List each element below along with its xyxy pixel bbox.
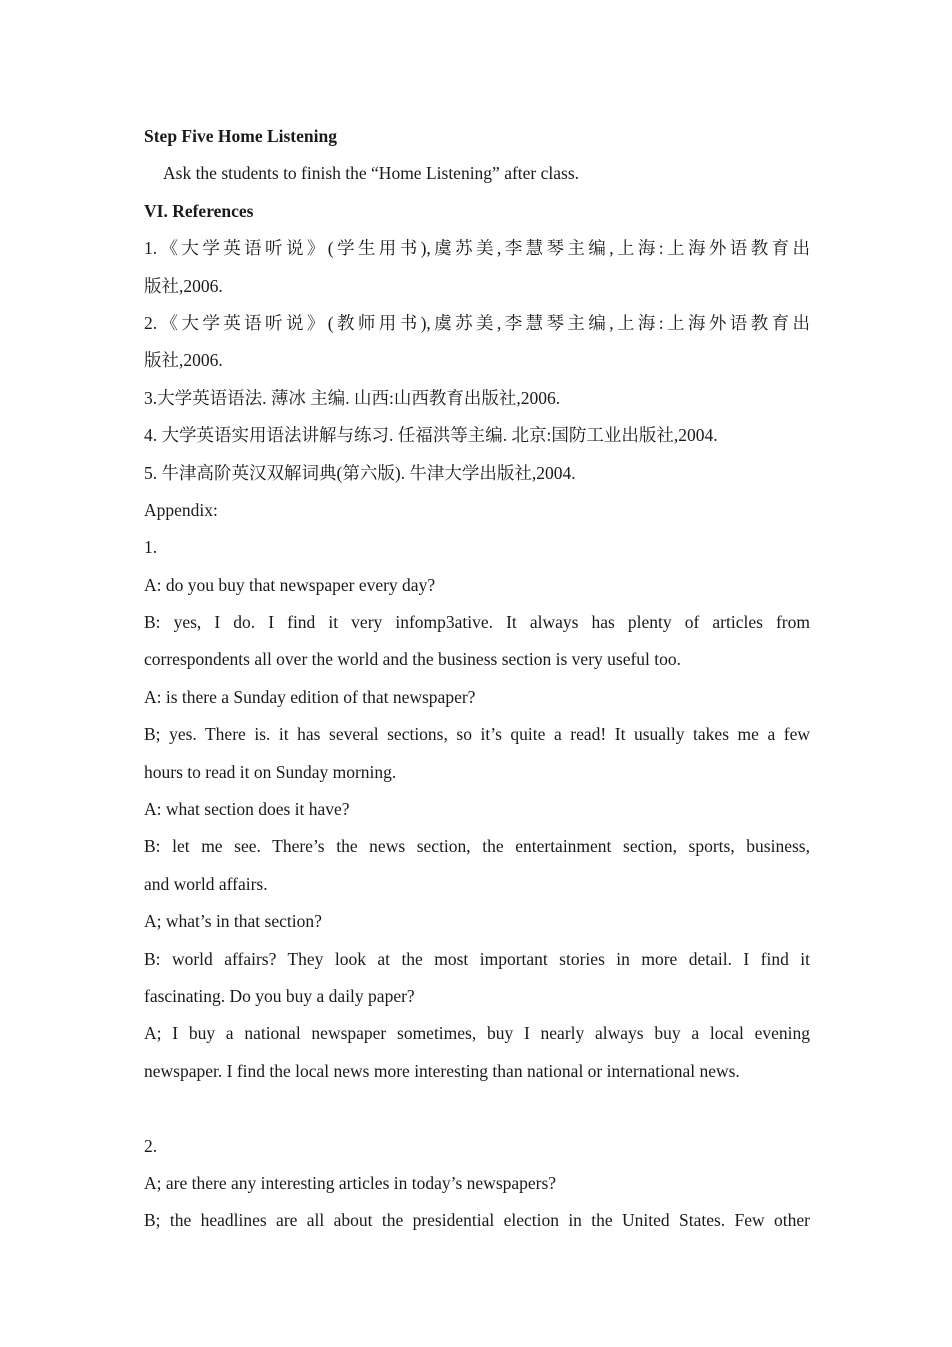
paragraph-spacer bbox=[144, 1090, 810, 1127]
dialogue-line: B: yes, I do. I find it very infomp3ative. It always has plenty of articles from bbox=[144, 612, 810, 633]
reference-item-5: 5. 牛津高阶英汉双解词典(第六版). 牛津大学出版社,2004. bbox=[144, 462, 576, 483]
dialogue-1-number: 1. bbox=[144, 537, 158, 558]
dialogue-line: A; I buy a national newspaper sometimes, buy I nearly always buy a local evening bbox=[144, 1023, 810, 1044]
appendix-label: Appendix: bbox=[144, 499, 218, 520]
dialogue-line: hours to read it on Sunday morning. bbox=[144, 761, 397, 782]
reference-item-2: 2.《大学英语听说》(教师用书),虞苏美,李慧琴主编,上海:上海外语教育出 bbox=[144, 312, 810, 333]
dialogue-2-number: 2. bbox=[144, 1135, 158, 1156]
references-heading: VI. References bbox=[144, 200, 254, 221]
dialogue-line: newspaper. I find the local news more interesting than national or international news. bbox=[144, 1060, 740, 1081]
dialogue-line: fascinating. Do you buy a daily paper? bbox=[144, 985, 415, 1006]
document-body bbox=[144, 118, 810, 1240]
dialogue-line: A; are there any interesting articles in today’s newspapers? bbox=[144, 1172, 557, 1193]
dialogue-line: correspondents all over the world and the business section is very useful too. bbox=[144, 649, 682, 670]
dialogue-line: B: let me see. There’s the news section, the entertainment section, sports, business, bbox=[144, 836, 810, 857]
reference-item-1: 1.《大学英语听说》(学生用书),虞苏美,李慧琴主编,上海:上海外语教育出 bbox=[144, 238, 810, 259]
step-five-instruction: Ask the students to finish the “Home Listening” after class. bbox=[163, 163, 580, 184]
dialogue-line: B; the headlines are all about the presidential election in the United States. Few other bbox=[144, 1210, 810, 1231]
dialogue-line: A: do you buy that newspaper every day? bbox=[144, 574, 436, 595]
dialogue-line: A; what’s in that section? bbox=[144, 911, 322, 932]
dialogue-line: B; yes. There is. it has several sections, so it’s quite a read! It usually takes me a few bbox=[144, 724, 810, 745]
reference-item-4: 4. 大学英语实用语法讲解与练习. 任福洪等主编. 北京:国防工业出版社,2004. bbox=[144, 425, 718, 446]
dialogue-line: B: world affairs? They look at the most important stories in more detail. I find it bbox=[144, 948, 810, 969]
dialogue-line: A: what section does it have? bbox=[144, 799, 350, 820]
reference-item-3: 3.大学英语语法. 薄冰 主编. 山西:山西教育出版社,2006. bbox=[144, 387, 561, 408]
step-five-heading: Step Five Home Listening bbox=[144, 126, 337, 146]
reference-item-1-cont: 版社,2006. bbox=[144, 275, 223, 296]
reference-item-2-cont: 版社,2006. bbox=[144, 350, 223, 371]
dialogue-line: and world affairs. bbox=[144, 873, 268, 894]
dialogue-line: A: is there a Sunday edition of that newspaper? bbox=[144, 686, 476, 707]
